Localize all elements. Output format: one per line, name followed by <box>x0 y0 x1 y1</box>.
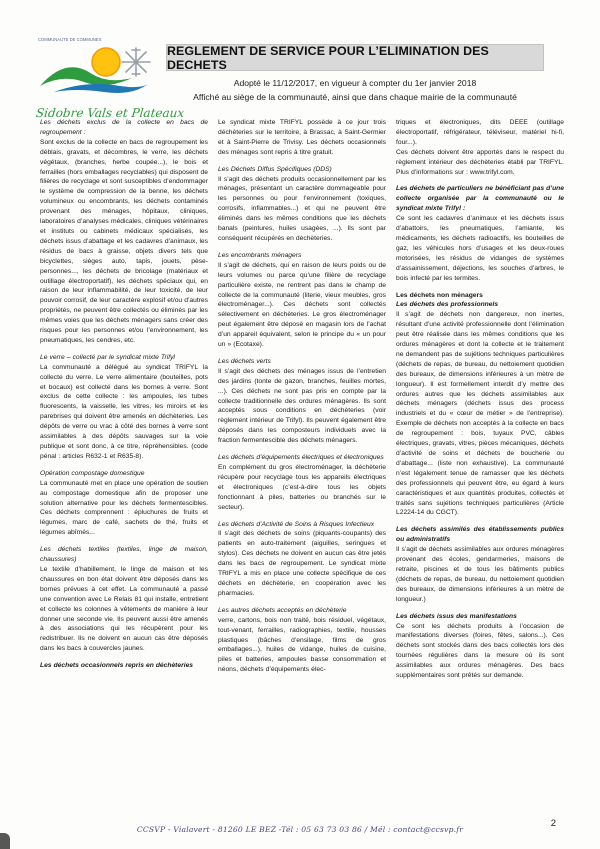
logo-small-text: COMMUNAUTE DE COMMUNES <box>38 37 102 42</box>
paragraph: Le syndicat mixte TRIFYL possède à ce jour trois déchèteries sur le territoire, à Brassac, à Saint-Germier et à Saint-Pierre de Trivisy. Les déchets occasionnels des ménages sont repris à titre gratuit. <box>218 119 386 156</box>
paragraph: triques et électroniques, dits DEEE (outillage électroportatif, réfrigérateur, téléviseur, matériel hi-fi, four...). <box>396 119 564 146</box>
paragraph: Ces déchets doivent être apportés dans le respect du règlement intérieur des déchèteries établi par TRIFYL. Plus d’informations sur : www.trifyl.com. <box>396 148 564 176</box>
subtitle-adoption: Adopté le 11/12/2017, en vigueur à compter du 1er janvier 2018 <box>233 78 477 88</box>
paragraph: Ce sont les cadavres d’animaux et les déchets issus d’abattoirs, les pneumatiques, l’amiante, les médicaments, les déchets radioactifs, les bouteilles de gaz, les véhicules hors d’usages et les deux-roues motorisées, les résidus de vidanges de systèmes d’assainissement, déjections, les souches d’arbres, le bois infecté par les termites. <box>396 215 564 282</box>
org-name: Sidobre Vals et Plateaux <box>35 106 185 120</box>
column-2 <box>218 118 386 804</box>
paragraph: En complément du gros électroménager, la déchèterie récupère pour recyclage tous les appareils électriques et électroniques (c’est-à-dire tous les objets fonctionnant à piles, batteries ou branchés sur le secteur). <box>218 464 386 511</box>
section-heading: Les encombrants ménagers <box>218 251 302 259</box>
section-heading: Les déchets textiles (textiles, linge de maison, chaussures) <box>40 546 208 564</box>
paragraph: Il s’agit de déchets non dangereux, non inertes, résultant d’une activité professionnelle dont l’élimination peut être réalisée dans les mêmes conditions que les ordures ménagères et dont la collecte et le traitement ne demandent pas de sujétions techniques particulières (déchets de repas, de bureau, du nettoiement quotidien des bureaux, de dimensions inférieures à un mètre de longueur). Il est formellement interdit d’y mettre des ordures autres que les déchets assimilables aux déchets ménagers (déchets issus des process industriels et du « cœur de métier » de l’entreprise). Exemple de déchets non acceptés à la collecte en bacs de regroupement : bois, tuyaux PVC, câbles électriques, gravats, vitres, pièces mécaniques, déchets d’activité de soins et déchets de boucherie ou d’abattage... (liste non exhaustive). La communauté n’est légalement tenue de ramasser que les déchets des professionnels qui peuvent être, eu égard à leurs caractéristiques et aux quantités produites, collectés et traités sans sujétions techniques particulières (Article L2224-14 du CGCT). <box>396 311 564 517</box>
section-heading: Les déchets non ménagers <box>396 291 483 299</box>
section-heading: Les déchets de particuliers ne bénéficiant pas d’une collecte organisée par la communauté ou le syndicat mixte Trifyl : <box>396 185 564 213</box>
paragraph: Il s’agit des déchets produits occasionnellement par les ménages, présentant un caractère dommageable pour les personnes ou pour l’environnement (toxiques, corrosifs, inflammables...) et qui ne peuvent être éliminés dans les mêmes conditions que les déchets banals (peintures, huiles usagées, ...). Ils sont par conséquent récupérés en déchèteries. <box>218 175 386 242</box>
paragraph: Il s’agit des déchets des ménages issus de l’entretien des jardins (tonte de gazon, branches, feuilles mortes, ...). Ces déchets ne sont pas pris en compte par la collecte traditionnelle des ordures ménagères. Ils sont acceptés sous conditions en déchèteries (voir règlement intérieur de Trifyl). Ils peuvent également être déposés dans les composteurs individuels avec la fraction fermentescible des déchets ménagers. <box>218 367 386 445</box>
paragraph: Il s’agit des déchets de soins (piquants-coupants) des patients en auto-traitement (aiguilles, seringues et stylos). Ces déchets ne doivent en aucun cas être jetés dans les bacs de regroupement. Le syndicat mixte TRIFYL a mis en place une collecte spécifique de ces déchets en déchèterie, en coopération avec les pharmacies. <box>218 530 386 597</box>
section-heading: Opération compostage domestique <box>40 469 145 477</box>
paragraph: La communauté a délégué au syndicat TRIFYL la collecte du verre. Le verre alimentaire (bouteilles, pots et bocaux) est collecté dans les bornes à verre. Sont exclus de cette collecte : les ampoules, les tubes fluorescents, la vaisselle, les vitres, les miroirs et les parebrises qui doivent être amenés en déchèteries. Les dépôts de verre ou vrac à côté des bornes à verre sont assimilables à des dépôts sauvages sur la voie publique et sont donc, à ce titre, répréhensibles. (code pénal : articles R632-1 et R635-8). <box>40 363 208 460</box>
paragraph: Sont exclus de la collecte en bacs de regroupement les déblais, gravats, et décombres, le verre, les déchets végétaux, (branches, herbe coupée...), le bois et ferrailles (hors emballages recyclables) qui disposent de filières de recyclage et sont susceptibles d’endommager le système de compression de la benne, les déchets volumineux ou encombrants, les déchets contaminés provenant des ménages, hôpitaux, cliniques, laboratoires d’analyses médicales, cliniques vétérinaires et instituts ou cabinets médicaux spécialisés, les déchets issus d’abattage et les cadavres d’animaux, les résidus de bacs à graisse, objets divers tels que bicyclettes, sièges auto, tapis, jouets, pèse-personnes..., les déchets de bricolage (matériaux et outillage électroportatif), les déchets spéciaux qui, en raison de leur inflammabilité, de leur toxicité, de leur pouvoir corrosif, de leur caractère explosif et/ou d’autres propriétés, ne peuvent être collectés ou éliminés par les mêmes voies que les déchets ménagers sans créer des risques pour les personnes et/ou l’environnement, les pneumatiques, les cendres, etc. <box>40 138 208 344</box>
page-title: REGLEMENT DE SERVICE POUR L’ELIMINATION DES DECHETS <box>166 44 544 71</box>
section-heading: Les déchets exclus de la collecte en bacs de regroupement : <box>40 119 208 136</box>
footer-contact-line: CCSVP - Vialavert - 81260 LE BEZ -Tél : 05 63 73 03 86 / Mél : contact@ccsvp.fr <box>136 825 464 834</box>
section-heading: Les déchets des professionnels <box>396 301 499 309</box>
column-1 <box>40 118 208 804</box>
paragraph: Il s’agit de déchets assimilables aux ordures ménagères provenant des écoles, gendarmeries, maisons de retraite, piscines et de tous les bâtiments publics (déchets de repas, de bureau, du nettoiement quotidien des bureaux, de dimensions inférieures à un mètre de longueur.) <box>396 546 564 603</box>
subtitle-display: Affiché au siège de la communauté, ainsi que dans chaque mairie de la communauté <box>193 92 517 102</box>
paragraph: Il s’agit de déchets, qui en raison de leurs poids ou de leurs volumes ou parce qu’une filière de recyclage particulière existe, ne rentrent pas dans le champ de collecte de la communauté (literie, vieux meubles, gros électroménager...). Ces déchets sont collectés sélectivement en déchèteries. Le gros électroménager peut également être déposé en magasin lors de l’achat d’un appareil équivalent, selon le principe du « un pour un » (Ecotaxe). <box>218 261 386 349</box>
section-heading: Les déchets verts <box>218 357 271 365</box>
page-number: 2 <box>550 818 556 829</box>
section-heading: Les déchets d’équipements électriques et électroniques <box>218 454 384 462</box>
community-logo <box>36 34 164 112</box>
text-columns <box>40 118 564 804</box>
section-heading: Les Déchets Diffus Spécifiques (DDS) <box>218 165 332 173</box>
snowflake-icon <box>122 48 150 76</box>
section-heading: Le verre – collecté par le syndicat mixte Trifyl <box>40 353 175 361</box>
paragraph: verre, cartons, bois non traité, bois résiduel, végétaux, tout-venant, ferrailles, radiographies, textile, housses plastiques (bâches d’ensilage, films de gros emballages...), huiles de vidange, huiles de cuisine, piles et batteries, ampoules basse consommation et néons, déchets d’équipements élec- <box>218 616 386 674</box>
section-heading: Les déchets occasionnels repris en déchèteries <box>40 662 194 670</box>
section-heading: Les déchets d’Activité de Soins à Risques Infectieux <box>218 520 375 528</box>
section-heading: Les déchets assimilés des établissements publics ou administratifs <box>396 526 564 544</box>
paragraph: Le textile d’habillement, le linge de maison et les chaussures en bon état doivent être déposés dans les bornes prévues à cet effet. La communauté a passé une convention avec Le Relais 81 qui installe, entretient et collecte les colonnes à vêtements de manière à leur donner une seconde vie. Ils peuvent aussi être amenés à des associations qui les récupèrent pour les redistribuer. Ils ne doivent en aucun cas être déposés dans les bacs à couvercles jaunes. <box>40 565 208 653</box>
paragraph: La communauté met en place une opération de soutien au compostage domestique afin de proposer une solution alternative pour les déchets fermentescibles. Ces déchets comprennent : épluchures de fruits et légumes, marc de café, sachets de thé, fruits et légumes abîmés... <box>40 479 208 537</box>
river-blue-swoosh <box>54 84 148 93</box>
section-heading: Les autres déchets acceptés en déchèterie <box>218 606 347 614</box>
paragraph: Ce sont les déchets produits à l’occasion de manifestations diverses (foires, fêtes, salons...). Ces déchets sont stockés dans des bacs collectés lors des tournées régulières dans la mesure où ils sont assimilables aux ordures ménagères. Des bacs supplémentaires sont prêtés sur demande. <box>396 622 564 680</box>
section-heading: Les déchets issus des manifestations <box>396 612 517 620</box>
column-3 <box>396 118 564 804</box>
scan-artifact <box>0 833 10 849</box>
